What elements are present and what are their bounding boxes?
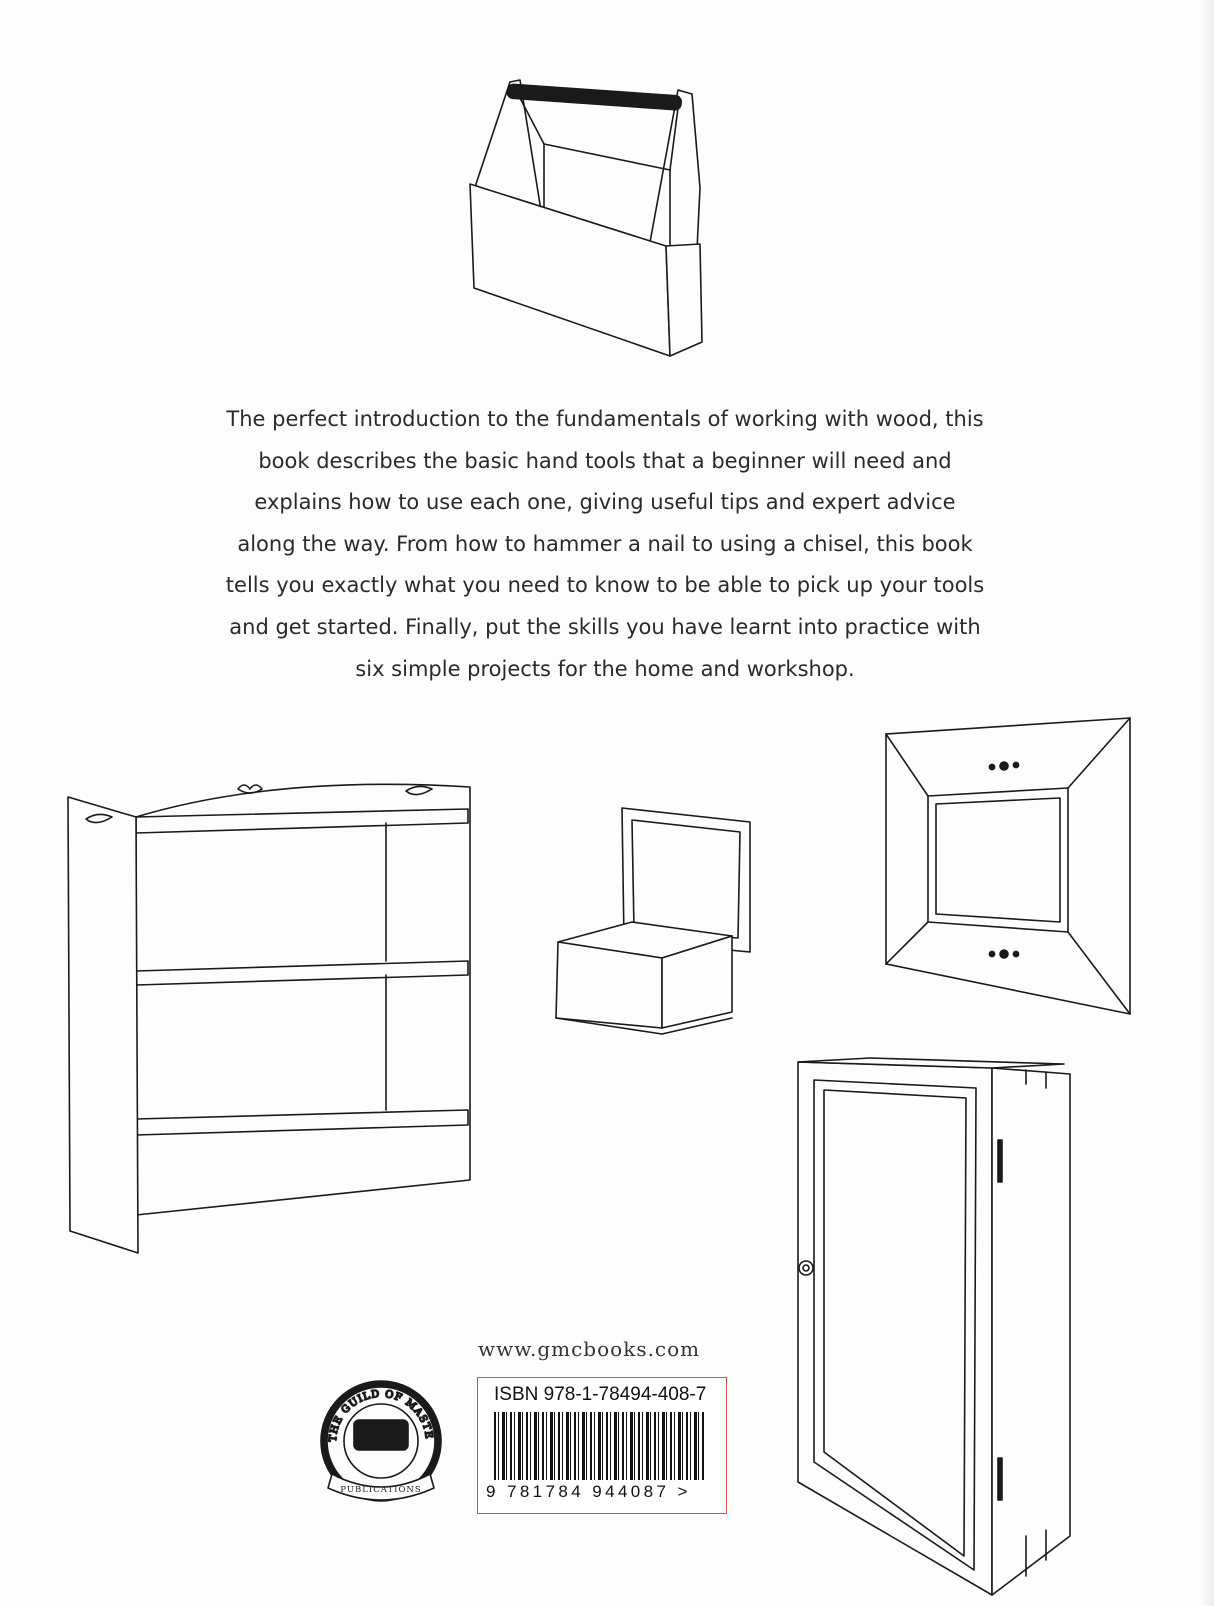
barcode-bars — [494, 1412, 706, 1480]
back-cover-blurb: The perfect introduction to the fundamentals of working with wood, this book describes the basic hand tools that a beginner will need and explains how to use each one, giving useful tips and expert advice along the way. From how to hammer a nail to using a chisel, this book tells you exactly what you need to know to be able to pick up your tools and get started. Finally, put the skills you have learnt into practice with six simple projects for the home and workshop. — [225, 407, 985, 681]
wall-cabinet-illustration — [794, 1060, 1074, 1600]
tool-tote-illustration — [460, 74, 740, 364]
mirror-frame-illustration — [882, 732, 1132, 1017]
seal-ring-text: THE GUILD OF MASTER CRAFTSMAN — [312, 1370, 435, 1443]
isbn-label: ISBN 978-1-78494-408-7 — [494, 1384, 707, 1405]
page-edge-shadow — [1200, 0, 1214, 1606]
isbn-barcode-block — [477, 1377, 727, 1514]
seal-banner-text: PUBLICATIONS — [340, 1485, 422, 1495]
lidded-box-illustration — [552, 806, 772, 1046]
bookshelf-illustration — [66, 775, 476, 1255]
publisher-seal-logo — [312, 1370, 444, 1504]
publisher-website: www.gmcbooks.com — [478, 1337, 701, 1361]
barcode-digits: 9 781784 944087 > — [486, 1482, 691, 1501]
